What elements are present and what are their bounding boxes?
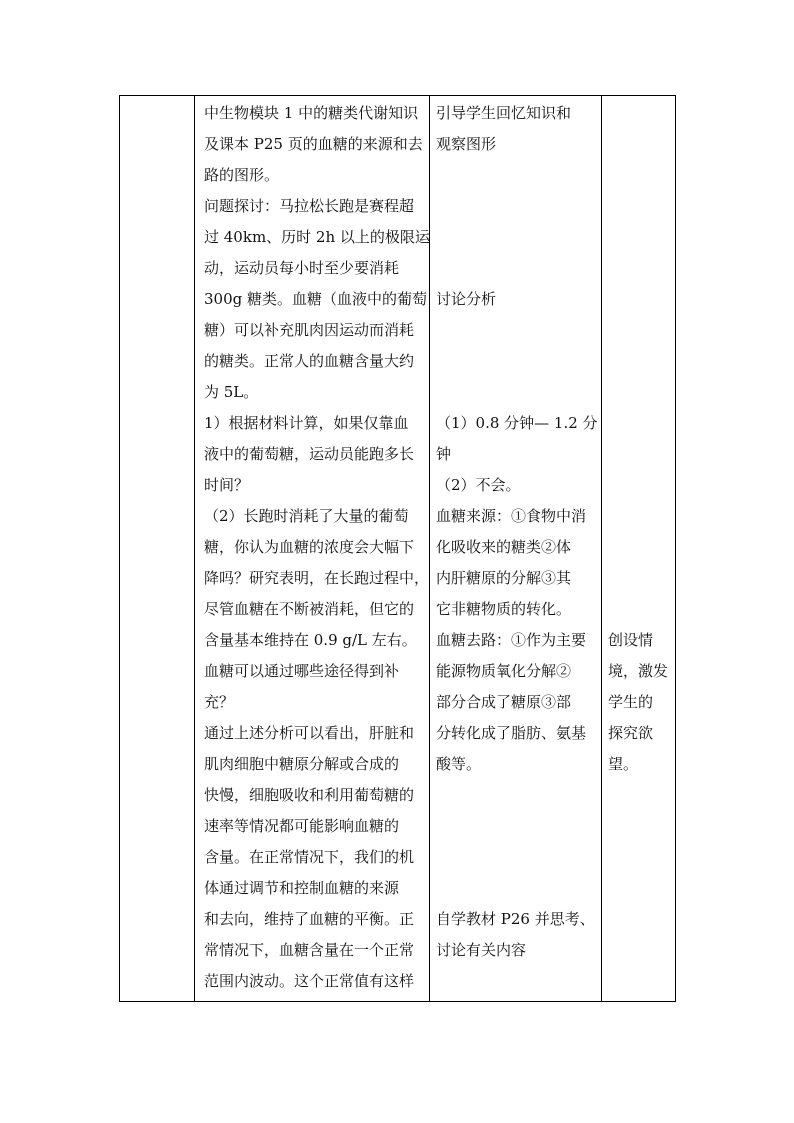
- content-line: 血糖可以通过哪些途径得到补: [204, 662, 400, 680]
- activity-line: （2）不会。: [436, 476, 521, 494]
- content-line: 速率等情况都可能影响血糖的: [204, 817, 400, 835]
- intent-line: 望。: [608, 755, 639, 773]
- activity-line: 钟: [436, 445, 452, 463]
- content-line: 动，运动员每小时至少要消耗: [204, 259, 400, 277]
- content-line: 300g 糖类。血糖（血液中的葡萄: [204, 290, 428, 308]
- column-divider-1: [194, 96, 195, 1001]
- content-line: 通过上述分析可以看出，肝脏和: [204, 724, 415, 742]
- content-line: 糖，你认为血糖的浓度会大幅下: [204, 538, 415, 556]
- content-line: 糖）可以补充肌肉因运动而消耗: [204, 321, 415, 339]
- activity-line: 分转化成了脂肪、氨基: [436, 724, 587, 742]
- activity-line: 血糖去路：①作为主要: [436, 631, 587, 649]
- content-line: 含量。在正常情况下，我们的机: [204, 848, 415, 866]
- content-line: 为 5L。: [204, 383, 259, 401]
- intent-line: 探究欲: [608, 724, 654, 742]
- intent-line: 学生的: [608, 693, 654, 711]
- intent-line: 境，激发: [608, 662, 669, 680]
- content-line: 液中的葡萄糖，运动员能跑多长: [204, 445, 415, 463]
- content-line: 1）根据材料计算，如果仅靠血: [204, 414, 409, 432]
- content-line: 及课本 P25 页的血糖的来源和去: [204, 135, 423, 153]
- content-line: 含量基本维持在 0.9 g/L 左右。: [204, 631, 417, 649]
- content-line: 的糖类。正常人的血糖含量大约: [204, 352, 415, 370]
- activity-line: 化吸收来的糖类②体: [436, 538, 572, 556]
- content-line: 快慢，细胞吸收和利用葡萄糖的: [204, 786, 415, 804]
- intent-line: 创设情: [608, 631, 654, 649]
- activity-line: 它非糖物质的转化。: [436, 600, 572, 618]
- column-divider-3: [601, 96, 602, 1001]
- content-line: 充？: [204, 693, 235, 711]
- activity-line: 部分合成了糖原③部: [436, 693, 572, 711]
- activity-line: 讨论分析: [436, 290, 497, 308]
- content-line: （2）长跑时消耗了大量的葡萄: [204, 507, 409, 525]
- content-line: 问题探讨：马拉松长跑是赛程超: [204, 197, 415, 215]
- activity-line: 讨论有关内容: [436, 941, 527, 959]
- content-line: 过 40km、历时 2h 以上的极限运: [204, 228, 430, 246]
- content-line: 尽管血糖在不断被消耗，但它的: [204, 600, 415, 618]
- lesson-table: [119, 95, 676, 1002]
- content-line: 和去向，维持了血糖的平衡。正: [204, 910, 415, 928]
- content-line: 肌肉细胞中糖原分解或合成的: [204, 755, 400, 773]
- content-line: 常情况下，血糖含量在一个正常: [204, 941, 415, 959]
- activity-line: （1）0.8 分钟— 1.2 分: [436, 414, 598, 432]
- activity-line: 自学教材 P26 并思考、: [436, 910, 595, 928]
- content-line: 中生物模块 1 中的糖类代谢知识: [204, 104, 419, 122]
- activity-line: 观察图形: [436, 135, 497, 153]
- content-line: 时间？: [204, 476, 250, 494]
- content-line: 范围内波动。这个正常值有这样: [204, 972, 415, 990]
- activity-line: 内肝糖原的分解③其: [436, 569, 572, 587]
- content-line: 降吗？研究表明，在长跑过程中，: [204, 569, 430, 587]
- activity-line: 能源物质氧化分解②: [436, 662, 572, 680]
- activity-line: 引导学生回忆知识和: [436, 104, 572, 122]
- activity-line: 血糖来源：①食物中消: [436, 507, 587, 525]
- content-line: 路的图形。: [204, 166, 280, 184]
- content-line: 体通过调节和控制血糖的来源: [204, 879, 400, 897]
- activity-line: 酸等。: [436, 755, 482, 773]
